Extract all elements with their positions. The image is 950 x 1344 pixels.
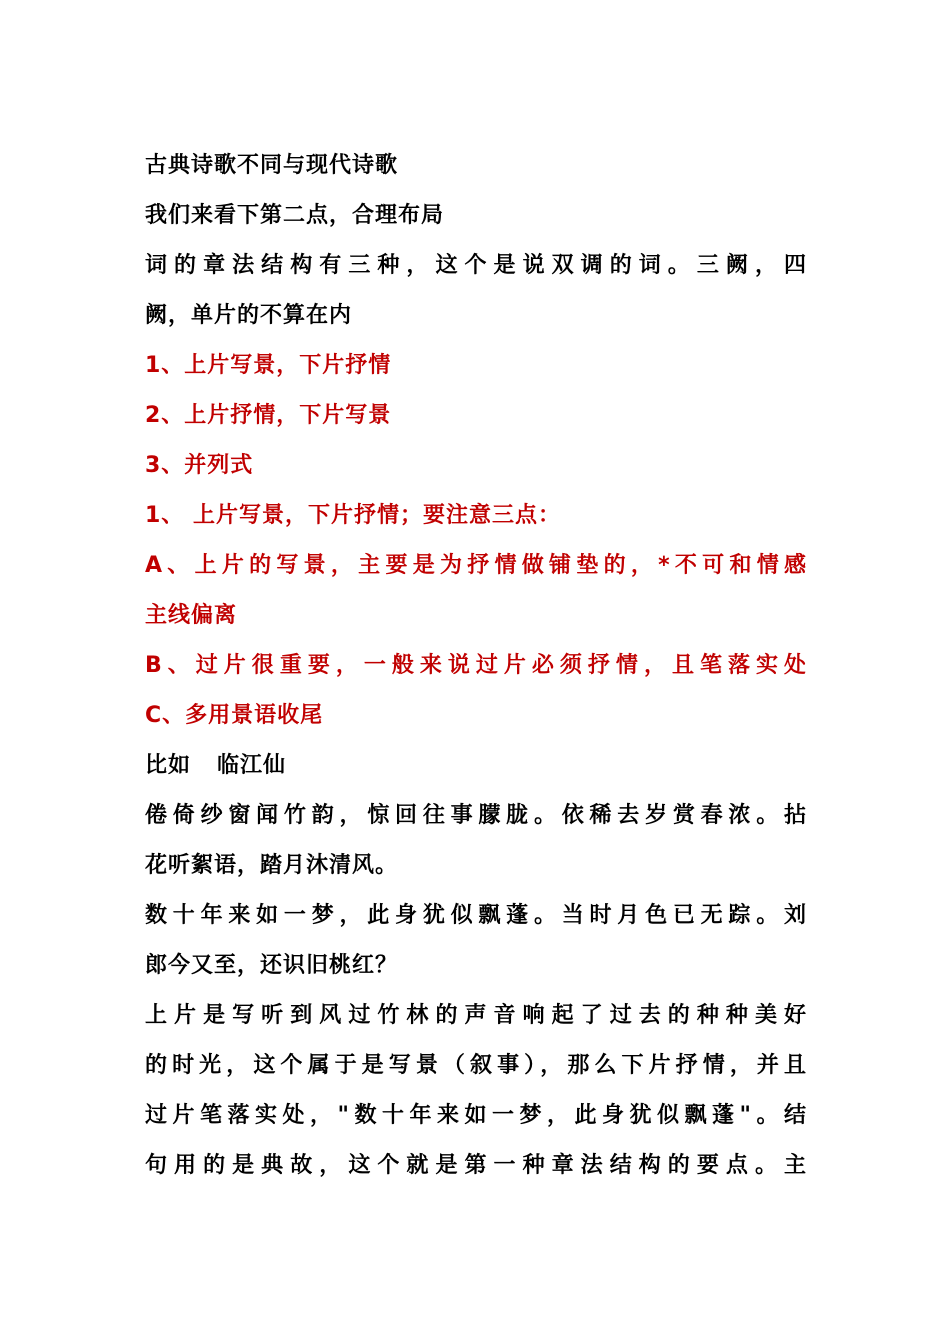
text-line-intro: 词的章法结构有三种，这个是说双调的词。三阙，四 bbox=[145, 253, 807, 278]
list-item-2: 2、上片抒情，下片写景 bbox=[145, 403, 392, 428]
poem-line-2: 花听絮语，踏月沐清风。 bbox=[145, 853, 399, 878]
text-line-intro-cont: 阙，单片的不算在内 bbox=[145, 303, 353, 328]
document-body bbox=[145, 141, 807, 1191]
point-a: A、上片的写景，主要是为抒情做铺垫的，*不可和情感 bbox=[145, 553, 807, 578]
example-heading: 比如 临江仙 bbox=[145, 753, 286, 778]
subheading-point-1: 1、 上片写景，下片抒情；要注意三点： bbox=[145, 503, 561, 528]
text-line-title: 古典诗歌不同与现代诗歌 bbox=[145, 153, 399, 178]
poem-line-4: 郎今又至，还识旧桃红？ bbox=[145, 953, 399, 978]
point-b: B、过片很重要，一般来说过片必须抒情，且笔落实处 bbox=[145, 653, 807, 678]
list-item-1: 1、上片写景，下片抒情 bbox=[145, 353, 392, 378]
analysis-line-3: 过片笔落实处，"数十年来如一梦，此身犹似飘蓬"。结 bbox=[145, 1103, 807, 1128]
analysis-line-1: 上片是写听到风过竹林的声音响起了过去的种种美好 bbox=[145, 1003, 807, 1028]
point-a-cont: 主线偏离 bbox=[145, 603, 238, 628]
poem-line-3: 数十年来如一梦，此身犹似飘蓬。当时月色已无踪。刘 bbox=[145, 903, 807, 928]
analysis-line-2: 的时光，这个属于是写景（叙事），那么下片抒情，并且 bbox=[145, 1053, 807, 1078]
text-line-section: 我们来看下第二点，合理布局 bbox=[145, 203, 445, 228]
point-c: C、多用景语收尾 bbox=[145, 703, 324, 728]
list-item-3: 3、并列式 bbox=[145, 453, 254, 478]
poem-line-1: 倦倚纱窗闻竹韵，惊回往事朦胧。依稀去岁赏春浓。拈 bbox=[145, 803, 807, 828]
analysis-line-4: 句用的是典故，这个就是第一种章法结构的要点。主 bbox=[145, 1153, 807, 1178]
